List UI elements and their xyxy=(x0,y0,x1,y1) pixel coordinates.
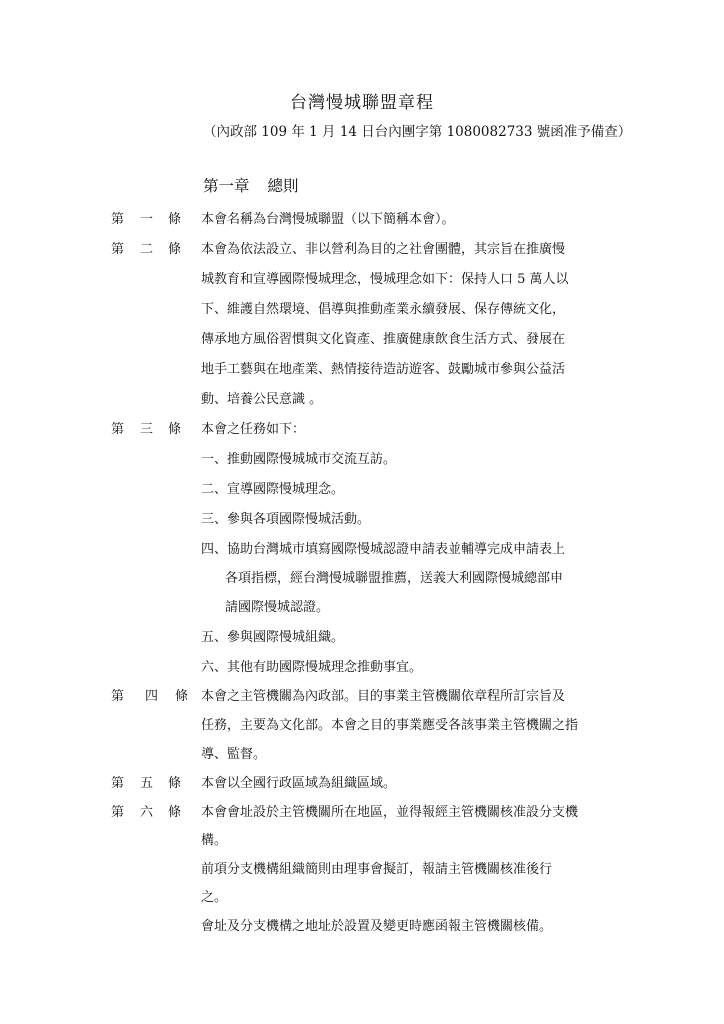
task-item-continuation: 請國際慢城認證。 xyxy=(225,600,330,615)
article-label-char: 第 xyxy=(111,689,125,704)
task-item: 三、參與各項國際慢城活動。 xyxy=(201,512,371,527)
document-title: 台灣慢城聯盟章程 xyxy=(290,93,434,113)
article-text-line: 本會之主管機關為內政部。目的事業主管機關依章程所訂宗旨及 xyxy=(201,689,566,704)
article-label-char: 條 xyxy=(168,805,182,820)
chapter-name: 總則 xyxy=(267,177,299,195)
article-label-char: 條 xyxy=(168,776,182,791)
task-item-continuation: 各項指標，經台灣慢城聯盟推薦，送義大利國際慢城總部申 xyxy=(225,571,564,586)
article-text-line: 地手工藝與在地產業、熱情接待造訪遊客、鼓勵城市參與公益活 xyxy=(201,362,566,377)
article-text-line: 城教育和宣導國際慢城理念，慢城理念如下：保持人口 5 萬人以 xyxy=(201,272,569,287)
article-label-char: 四 xyxy=(145,689,159,704)
article-label-char: 五 xyxy=(140,776,154,791)
task-item: 一、推動國際慢城城市交流互訪。 xyxy=(201,452,397,467)
article-text-line: 動、培養公民意識 。 xyxy=(201,392,323,407)
article-text-line: 本會之任務如下： xyxy=(201,422,306,437)
article-label-char: 三 xyxy=(140,422,154,437)
article-text-line: 本會會址設於主管機關所在地區，並得報經主管機關核准設分支機 xyxy=(201,805,579,820)
article-label-char: 第 xyxy=(111,212,125,227)
article-text-line: 本會以全國行政區域為組織區域。 xyxy=(201,776,397,791)
task-item: 四、協助台灣城市填寫國際慢城認證申請表並輔導完成申請表上 xyxy=(201,542,566,557)
article-label-char: 第 xyxy=(111,422,125,437)
article-text-line: 導、監督。 xyxy=(201,747,267,762)
article-label-char: 二 xyxy=(140,242,154,257)
article-text-line: 構。 xyxy=(201,833,228,848)
article-text-line: 本會為依法設立、非以營利為目的之社會團體，其宗旨在推廣慢 xyxy=(201,242,566,257)
task-item: 五、參與國際慢城組織。 xyxy=(201,630,345,645)
chapter-heading xyxy=(203,176,299,196)
article-text-line: 任務，主要為文化部。本會之目的事業應受各該事業主管機關之指 xyxy=(201,718,579,733)
task-item: 二、宣導國際慢城理念。 xyxy=(201,482,345,497)
approval-note: （內政部 109 年 1 月 14 日台內團字第 1080082733 號函准予備查） xyxy=(203,124,632,140)
article-label-char: 第 xyxy=(111,776,125,791)
article-text-line: 下、維護自然環境、倡導與推動產業永續發展、保存傳統文化， xyxy=(201,302,566,317)
article-text-line: 會址及分支機構之地址於設置及變更時應函報主管機關核備。 xyxy=(201,919,553,934)
article-label-char: 第 xyxy=(111,242,125,257)
article-label-char: 條 xyxy=(168,212,182,227)
article-label-char: 條 xyxy=(175,689,189,704)
article-label-char: 一 xyxy=(140,212,154,227)
article-label-char: 條 xyxy=(168,242,182,257)
article-text-line: 前項分支機構組織簡則由理事會擬訂，報請主管機關核准後行 xyxy=(201,862,553,877)
chapter-number: 第一章 xyxy=(203,177,250,195)
task-item: 六、其他有助國際慢城理念推動事宜。 xyxy=(201,660,423,675)
article-label-char: 條 xyxy=(168,422,182,437)
article-text-line: 之。 xyxy=(201,890,228,905)
article-label-char: 六 xyxy=(140,805,154,820)
article-text-line: 傳承地方風俗習慣與文化資產、推廣健康飲食生活方式、發展在 xyxy=(201,332,566,347)
article-label-char: 第 xyxy=(111,805,125,820)
article-text-line: 本會名稱為台灣慢城聯盟（以下簡稱本會）。 xyxy=(201,212,455,227)
